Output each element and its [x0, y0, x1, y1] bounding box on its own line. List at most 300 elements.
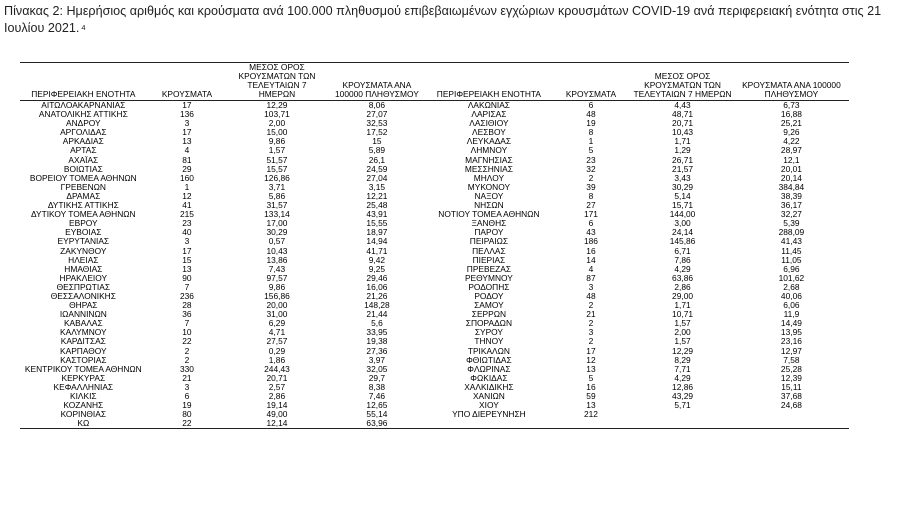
table-row: [20, 374, 849, 383]
cell-avg7-left: 0,29: [268, 346, 286, 356]
cell-cases-left: 6: [184, 392, 190, 401]
cell-unit-left: ΚΑΣΤΟΡΙΑΣ: [60, 355, 107, 365]
caption-text: Πίνακας 2: Ημερήσιος αριθμός και κρούσματα ανά 100.000 πληθυσμού επιβεβαιωμένων εγχώριων κρουσμάτων COVID-19 ανά περιφερειακή ενότητα στις 21 Ιουλίου 2021.: [4, 4, 882, 35]
cell-avg7-right: 48,71: [672, 110, 694, 120]
cell-per100k-right: 37,68: [780, 392, 802, 401]
cell-cases-right: 6: [588, 219, 594, 229]
cell-unit-left: ΔΥΤΙΚΗΣ ΑΤΤΙΚΗΣ: [47, 201, 119, 211]
cell-cases-left: 3: [184, 237, 190, 247]
cell-cases-right: 1: [588, 137, 594, 147]
cell-cases-left: 10: [182, 328, 192, 338]
cell-per100k-right: 2,68: [783, 282, 800, 292]
header-avg7-left: ΜΕΣΟΣ ΟΡΟΣ ΚΡΟΥΣΜΑΤΩΝ ΤΩΝ ΤΕΛΕΥΤΑΙΩΝ 7 ΗΜΕΡΩΝ: [238, 62, 316, 99]
cell-per100k-right: [734, 419, 849, 429]
cell-unit-right: ΝΑΞΟΥ: [474, 191, 504, 201]
cell-cases-left: 15: [182, 255, 192, 265]
cell-unit-left: ΚΟΡΙΝΘΙΑΣ: [60, 410, 107, 420]
cell-per100k-right: 23,16: [780, 337, 802, 347]
cell-per100k-left: 32,53: [366, 119, 388, 129]
table-row: [20, 165, 849, 174]
cell-avg7-right: 4,29: [674, 264, 691, 274]
cell-per100k-left: 7,46: [368, 392, 386, 401]
cell-cases-right: 3: [588, 328, 594, 338]
cell-cases-right: 59: [586, 392, 596, 401]
table-row: [20, 356, 849, 365]
cell-avg7-right: [631, 410, 734, 419]
cell-avg7-right: 1,71: [674, 137, 691, 147]
cell-avg7-left: 49,00: [266, 410, 288, 420]
cell-unit-right: ΣΠΟΡΑΔΩΝ: [465, 319, 512, 329]
cell-cases-left: 215: [179, 210, 194, 220]
cell-avg7-left: 2,57: [268, 382, 286, 392]
cell-cases-right: 87: [586, 273, 596, 283]
cell-unit-right: [427, 419, 551, 429]
table-row: [20, 210, 849, 219]
cell-cases-left: 41: [182, 201, 192, 211]
cell-cases-left: 81: [182, 155, 192, 165]
cell-per100k-right: 28,97: [780, 146, 802, 156]
table-row: [20, 337, 849, 346]
cell-cases-right: 23: [586, 155, 596, 165]
cell-per100k-right: 7,58: [783, 355, 800, 365]
footnote-marker: 4: [81, 23, 86, 32]
cell-cases-left: 22: [182, 337, 192, 347]
cell-avg7-left: 7,43: [268, 264, 286, 274]
cell-unit-right: ΛΕΥΚΑΔΑΣ: [466, 137, 512, 147]
cell-per100k-left: 27,07: [366, 110, 388, 120]
cell-per100k-left: 9,25: [368, 264, 386, 274]
cell-per100k-right: 5,39: [783, 219, 800, 229]
cell-avg7-left: 9,86: [268, 137, 286, 147]
cell-cases-right: 6: [588, 100, 594, 110]
cell-per100k-right: 13,95: [780, 328, 802, 338]
cell-avg7-left: 9,86: [268, 282, 286, 292]
cell-unit-right: ΛΕΣΒΟΥ: [472, 128, 506, 138]
cell-cases-left: 36: [182, 310, 192, 320]
cell-per100k-right: 11,45: [781, 246, 802, 256]
table-row: [20, 101, 849, 111]
cell-per100k-left: 17,52: [366, 128, 388, 138]
table-container: [20, 62, 880, 429]
cell-unit-left: ΔΥΤΙΚΟΥ ΤΟΜΕΑ ΑΘΗΝΩΝ: [31, 210, 136, 220]
cell-per100k-right: 6,06: [783, 301, 800, 311]
cell-per100k-left: 8,38: [368, 382, 386, 392]
table-row: [20, 392, 849, 401]
table-row: [20, 274, 849, 283]
cell-cases-right: 39: [586, 182, 596, 192]
cell-cases-left: 13: [182, 264, 192, 274]
table-row: [20, 419, 849, 429]
cell-avg7-left: 6,29: [268, 319, 286, 329]
cell-avg7-left: 5,86: [268, 191, 286, 201]
cell-unit-left: ΕΒΡΟΥ: [69, 219, 98, 229]
cell-cases-left: 12: [182, 191, 192, 201]
cell-cases-right: 32: [586, 164, 596, 174]
cell-per100k-left: 25,48: [366, 201, 388, 211]
cell-per100k-right: 384,84: [778, 182, 805, 192]
cell-per100k-left: 33,95: [366, 328, 388, 338]
cell-cases-left: 19: [182, 401, 192, 411]
table-row: [20, 128, 849, 137]
cell-per100k-left: 55,14: [366, 410, 388, 420]
cell-unit-left: ΗΡΑΚΛΕΙΟΥ: [59, 273, 108, 283]
cell-avg7-right: 63,86: [672, 273, 694, 283]
cell-cases-right: 2: [588, 319, 594, 329]
header-per100k-left: ΚΡΟΥΣΜΑΤΑ ΑΝΑ 100000 ΠΛΗΘΥΣΜΟΥ: [335, 80, 419, 99]
cell-per100k-left: 3,97: [368, 355, 386, 365]
cell-avg7-left: 4,71: [268, 328, 286, 338]
cell-avg7-left: 20,71: [266, 373, 288, 383]
cell-unit-left: ΚΕΦΑΛΛΗΝΙΑΣ: [53, 382, 114, 392]
cell-avg7-left: 51,57: [266, 155, 288, 165]
cell-unit-right: ΜΗΛΟΥ: [473, 173, 505, 183]
cell-cases-right: 16: [586, 382, 596, 392]
table-row: [20, 319, 849, 328]
cell-cases-left: 21: [182, 373, 192, 383]
cell-unit-left: ΖΑΚΥΝΘΟΥ: [60, 246, 107, 256]
cell-cases-left: 2: [184, 346, 190, 356]
cell-cases-right: 2: [588, 337, 594, 347]
cell-per100k-right: 101,62: [778, 273, 805, 283]
cell-avg7-left: 19,14: [266, 401, 288, 411]
cell-avg7-left: 0,57: [268, 237, 286, 247]
cell-unit-right: ΧΙΟΥ: [479, 401, 499, 411]
cell-avg7-left: 31,00: [266, 310, 288, 320]
cell-unit-right: ΜΥΚΟΝΟΥ: [467, 182, 511, 192]
cell-cases-left: 1: [184, 182, 190, 192]
cell-per100k-left: 41,71: [366, 246, 388, 256]
cell-avg7-left: 17,00: [266, 219, 288, 229]
cell-unit-right: ΥΠΟ ΔΙΕΡΕΥΝΗΣΗ: [452, 410, 526, 420]
cell-per100k-left: 15,55: [366, 219, 388, 229]
cell-avg7-right: 10,43: [672, 128, 694, 138]
cell-unit-left: ΘΕΣΣΑΛΟΝΙΚΗΣ: [50, 291, 116, 301]
cell-unit-right: ΠΕΙΡΑΙΩΣ: [469, 237, 509, 247]
cell-per100k-right: 25,28: [780, 364, 802, 374]
cell-per100k-right: 11,9: [783, 310, 800, 320]
cell-per100k-right: 14,49: [780, 319, 802, 329]
cell-avg7-right: 3,43: [674, 173, 691, 183]
cell-per100k-left: 27,04: [366, 173, 388, 183]
cell-per100k-right: [734, 410, 849, 419]
cell-per100k-left: 16,06: [366, 282, 388, 292]
cell-unit-right: ΣΥΡΟΥ: [474, 328, 503, 338]
table-row: [20, 110, 849, 119]
cell-unit-right: ΜΕΣΣΗΝΙΑΣ: [464, 164, 513, 174]
cell-avg7-right: 21,57: [672, 164, 694, 174]
cell-per100k-right: 20,14: [780, 173, 802, 183]
cell-avg7-right: 2,00: [674, 328, 691, 338]
cell-avg7-right: 10,71: [672, 310, 694, 320]
cell-avg7-left: 156,86: [264, 291, 290, 301]
cell-avg7-left: 15,00: [266, 128, 288, 138]
cell-unit-right: ΛΑΡΙΣΑΣ: [471, 110, 507, 120]
cell-avg7-left: 1,57: [268, 146, 286, 156]
cell-unit-left: ΑΡΤΑΣ: [70, 146, 97, 156]
cell-cases-right: 5: [588, 146, 594, 156]
cell-cases-right: 16: [586, 246, 596, 256]
cell-cases-right: 13: [586, 364, 596, 374]
header-unit-left: ΠΕΡΙΦΕΡΕΙΑΚΗ ΕΝΟΤΗΤΑ: [31, 89, 136, 99]
cell-cases-left: 330: [179, 364, 194, 374]
cell-avg7-right: 1,71: [674, 301, 691, 311]
cell-avg7-left: 133,14: [264, 210, 290, 220]
table-row: [20, 365, 849, 374]
cell-avg7-right: 12,29: [672, 346, 694, 356]
cell-per100k-left: 14,94: [366, 237, 388, 247]
cell-unit-left: ΑΡΚΑΔΙΑΣ: [62, 137, 104, 147]
cell-cases-left: 7: [184, 319, 190, 329]
cell-avg7-left: 2,86: [268, 392, 286, 401]
header-unit-right: ΠΕΡΙΦΕΡΕΙΑΚΗ ΕΝΟΤΗΤΑ: [436, 89, 542, 99]
cell-per100k-left: 15: [372, 137, 382, 147]
cell-unit-left: ΑΝΔΡΟΥ: [65, 119, 101, 129]
table-row: [20, 201, 849, 210]
cell-unit-left: ΚΟΖΑΝΗΣ: [63, 401, 104, 411]
cell-per100k-right: 11,05: [781, 255, 802, 265]
cell-unit-left: ΑΧΑΪΑΣ: [68, 155, 99, 165]
cell-unit-left: ΘΗΡΑΣ: [69, 301, 98, 311]
cell-cases-left: 80: [182, 410, 192, 420]
cell-unit-left: ΚΕΝΤΡΙΚΟΥ ΤΟΜΕΑ ΑΘΗΝΩΝ: [24, 364, 142, 374]
cell-per100k-right: 12,97: [780, 346, 802, 356]
cell-unit-right: ΛΑΚΩΝΙΑΣ: [467, 100, 510, 110]
cell-unit-right: ΜΑΓΝΗΣΙΑΣ: [465, 155, 513, 165]
cell-unit-left: ΚΑΒΑΛΑΣ: [63, 319, 103, 329]
cell-per100k-left: 19,38: [366, 337, 388, 347]
cell-unit-right: ΤΗΝΟΥ: [474, 337, 504, 347]
cell-avg7-left: 15,57: [266, 164, 288, 174]
cell-per100k-left: 21,44: [366, 310, 388, 320]
cell-per100k-left: 3,15: [368, 182, 386, 192]
cell-unit-left: ΑΝΑΤΟΛΙΚΗΣ ΑΤΤΙΚΗΣ: [38, 110, 128, 120]
cell-per100k-left: 5,89: [368, 146, 386, 156]
cell-cases-left: 136: [179, 110, 194, 120]
cell-avg7-left: 3,71: [268, 182, 286, 192]
cell-per100k-right: 6,96: [783, 264, 800, 274]
cell-per100k-right: 41,43: [780, 237, 802, 247]
cell-avg7-right: 1,57: [674, 337, 691, 347]
cell-avg7-left: 12,29: [266, 100, 288, 110]
cell-per100k-left: 18,97: [366, 228, 388, 238]
cell-unit-right: ΝΗΣΩΝ: [474, 201, 504, 211]
cell-per100k-left: 29,46: [366, 273, 388, 283]
cell-unit-right: ΠΕΛΛΑΣ: [472, 246, 506, 256]
cell-avg7-left: 30,29: [266, 228, 288, 238]
cell-unit-right: ΧΑΝΙΩΝ: [472, 392, 505, 401]
cell-avg7-right: 29,00: [672, 291, 694, 301]
cell-per100k-left: 27,36: [366, 346, 388, 356]
cell-per100k-left: 12,65: [366, 401, 388, 411]
cell-cases-right: 2: [588, 301, 594, 311]
cell-avg7-right: 144,00: [669, 210, 696, 220]
cell-per100k-right: 20,01: [780, 164, 802, 174]
cell-cases-right: 12: [586, 355, 596, 365]
cell-avg7-right: 43,29: [672, 392, 694, 401]
table-row: [20, 347, 849, 356]
cell-cases-left: 40: [182, 228, 192, 238]
header-per100k-right: ΚΡΟΥΣΜΑΤΑ ΑΝΑ 100000 ΠΛΗΘΥΣΜΟΥ: [742, 80, 841, 99]
cell-cases-left: 17: [182, 246, 192, 256]
cell-cases-left: 28: [182, 301, 192, 311]
cell-unit-right: ΛΗΜΝΟΥ: [470, 146, 508, 156]
cell-avg7-right: 2,86: [674, 282, 691, 292]
cell-per100k-right: 36,17: [780, 201, 802, 211]
cell-per100k-right: 38,39: [780, 191, 802, 201]
cell-unit-left: ΒΟΙΩΤΙΑΣ: [63, 164, 103, 174]
cell-avg7-right: 5,14: [674, 191, 691, 201]
cell-cases-left: 13: [182, 137, 192, 147]
cell-per100k-right: 288,09: [778, 228, 805, 238]
cell-avg7-left: 244,43: [264, 364, 290, 374]
cell-per100k-right: 12,1: [783, 155, 800, 165]
table-row: [20, 156, 849, 165]
cell-unit-left: ΙΩΑΝΝΙΝΩΝ: [59, 310, 107, 320]
cell-per100k-left: 32,05: [366, 364, 388, 374]
cell-unit-left: ΘΕΣΠΡΩΤΙΑΣ: [56, 282, 111, 292]
cell-avg7-left: 103,71: [264, 110, 290, 120]
table-body: [20, 101, 849, 429]
cell-unit-right: ΠΑΡΟΥ: [474, 228, 504, 238]
cell-avg7-left: 97,57: [266, 273, 288, 283]
cell-unit-right: ΠΡΕΒΕΖΑΣ: [466, 264, 512, 274]
cell-per100k-left: 63,96: [327, 419, 427, 429]
table-row: [20, 256, 849, 265]
table-row: [20, 265, 849, 274]
header-cases-left: ΚΡΟΥΣΜΑΤΑ: [161, 89, 213, 99]
cell-unit-left: ΕΥΒΟΙΑΣ: [65, 228, 102, 238]
cell-per100k-left: 9,42: [368, 255, 386, 265]
cell-avg7-left: 12,14: [227, 419, 326, 429]
cell-avg7-right: 1,29: [674, 146, 691, 156]
table-row: [20, 219, 849, 228]
cell-cases-right: 17: [586, 346, 596, 356]
cell-unit-right: ΤΡΙΚΑΛΩΝ: [467, 346, 510, 356]
cell-cases-left: 3: [184, 382, 190, 392]
cell-cases-right: [551, 419, 632, 429]
cell-unit-left: ΑΙΤΩΛΟΑΚΑΡΝΑΝΙΑΣ: [41, 100, 126, 110]
cell-cases-left: 160: [179, 173, 194, 183]
cell-unit-left: ΓΡΕΒΕΝΩΝ: [60, 182, 106, 192]
table-row: [20, 228, 849, 237]
cell-cases-right: 27: [586, 201, 596, 211]
cell-per100k-right: 12,39: [780, 373, 802, 383]
cell-unit-left: ΚΑΡΠΑΘΟΥ: [60, 346, 107, 356]
table-caption: [4, 3, 884, 37]
cell-unit-right: ΣΑΜΟΥ: [474, 301, 504, 311]
cell-avg7-right: 145,86: [669, 237, 696, 247]
cell-per100k-right: 15,11: [781, 382, 802, 392]
cell-unit-right: ΞΑΝΘΗΣ: [471, 219, 507, 229]
cell-per100k-left: 148,28: [364, 301, 390, 311]
cell-avg7-left: 31,57: [266, 201, 288, 211]
cell-avg7-right: 7,86: [674, 255, 691, 265]
cell-unit-left: ΚΕΡΚΥΡΑΣ: [61, 373, 106, 383]
cell-per100k-left: 5,6: [371, 319, 383, 329]
table-row: [20, 328, 849, 337]
header-cases-right: ΚΡΟΥΣΜΑΤΑ: [565, 89, 617, 99]
table-header-row: [20, 63, 849, 101]
cell-cases-right: 5: [588, 373, 594, 383]
cell-unit-right: ΛΑΣΙΘΙΟΥ: [469, 119, 509, 129]
cell-unit-left: ΚΑΡΔΙΤΣΑΣ: [60, 337, 106, 347]
cell-per100k-left: 26,1: [368, 155, 386, 165]
cell-per100k-left: 24,59: [366, 164, 388, 174]
cell-cases-right: 13: [586, 401, 596, 411]
cell-avg7-right: 20,71: [672, 119, 694, 129]
cell-unit-right: ΣΕΡΡΩΝ: [471, 310, 507, 320]
cell-cases-left: 17: [182, 128, 192, 138]
cell-cases-right: 21: [586, 310, 596, 320]
cell-cases-left: 236: [179, 291, 194, 301]
cell-cases-right: 2: [588, 173, 594, 183]
cell-avg7-left: 2,00: [268, 119, 286, 129]
cell-avg7-left: 13,86: [266, 255, 288, 265]
table-row: [20, 192, 849, 201]
regional-cases-table: [20, 62, 849, 429]
cell-unit-left: ΔΡΑΜΑΣ: [66, 191, 101, 201]
cell-cases-right: 8: [588, 128, 594, 138]
cell-unit-right: ΠΙΕΡΙΑΣ: [472, 255, 506, 265]
cell-cases-left: 7: [184, 282, 190, 292]
cell-unit-right: ΦΛΩΡΙΝΑΣ: [467, 364, 511, 374]
cell-avg7-left: 1,86: [268, 355, 286, 365]
cell-unit-left: ΚΑΛΥΜΝΟΥ: [60, 328, 107, 338]
cell-unit-left: ΒΟΡΕΙΟΥ ΤΟΜΕΑ ΑΘΗΝΩΝ: [29, 173, 137, 183]
cell-cases-right: 3: [588, 282, 594, 292]
cell-cases-left: 17: [182, 100, 192, 110]
cell-avg7-right: 6,71: [674, 246, 691, 256]
table-row: [20, 247, 849, 256]
cell-per100k-left: 12,21: [366, 191, 388, 201]
cell-cases-right: 48: [586, 110, 596, 120]
cell-per100k-right: 40,06: [780, 291, 802, 301]
cell-cases-left: 90: [182, 273, 192, 283]
cell-unit-left: ΚΙΛΚΙΣ: [70, 392, 97, 401]
cell-per100k-right: 32,27: [780, 210, 802, 220]
cell-cases-right: 4: [588, 264, 594, 274]
table-row: [20, 401, 849, 410]
cell-cases-right: 171: [583, 210, 598, 220]
table-row: [20, 410, 849, 419]
cell-per100k-left: 8,06: [368, 100, 386, 110]
cell-avg7-left: 126,86: [264, 173, 290, 183]
cell-unit-right: ΡΟΔΟΥ: [474, 291, 504, 301]
table-row: [20, 292, 849, 301]
cell-per100k-right: 4,22: [783, 137, 800, 147]
header-avg7-right: ΜΕΣΟΣ ΟΡΟΣ ΚΡΟΥΣΜΑΤΩΝ ΤΩΝ ΤΕΛΕΥΤΑΙΩΝ 7 ΗΜΕΡΩΝ: [633, 71, 732, 99]
cell-unit-right: ΡΕΘΥΜΝΟΥ: [464, 273, 513, 283]
cell-avg7-right: 5,71: [674, 401, 691, 411]
cell-per100k-right: 9,26: [783, 128, 800, 138]
cell-unit-left: ΗΜΑΘΙΑΣ: [64, 264, 103, 274]
cell-cases-right: 19: [586, 119, 596, 129]
table-row: [20, 383, 849, 392]
cell-avg7-right: 3,00: [674, 219, 691, 229]
cell-avg7-left: 20,00: [266, 301, 288, 311]
table-row: [20, 146, 849, 155]
cell-unit-right: ΦΩΚΙΔΑΣ: [470, 373, 508, 383]
cell-cases-right: 43: [586, 228, 596, 238]
cell-avg7-left: 27,57: [266, 337, 288, 347]
cell-avg7-right: 12,86: [672, 382, 694, 392]
table-row: [20, 183, 849, 192]
cell-unit-left: ΗΛΕΙΑΣ: [68, 255, 99, 265]
cell-cases-right: 186: [583, 237, 598, 247]
cell-avg7-left: 10,43: [266, 246, 288, 256]
cell-unit-right: ΦΘΙΩΤΙΔΑΣ: [466, 355, 512, 365]
table-row: [20, 119, 849, 128]
